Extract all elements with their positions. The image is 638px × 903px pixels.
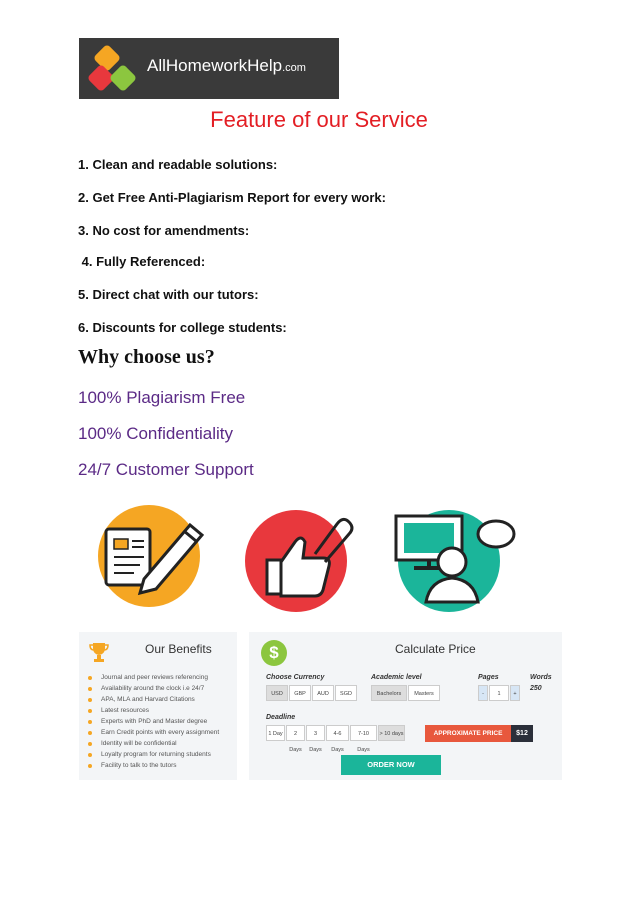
level-label: Academic level: [371, 674, 422, 681]
feature-item: 2. Get Free Anti-Plagiarism Report for every work:: [78, 190, 386, 205]
deadline-option[interactable]: 3 Days: [306, 725, 325, 741]
benefit-item: APA, MLA and Harvard Citations: [101, 696, 195, 703]
benefits-title: Our Benefits: [145, 642, 212, 656]
benefit-item: Earn Credit points with every assignment: [101, 729, 219, 736]
feature-item: 3. No cost for amendments:: [78, 223, 250, 238]
deadline-option[interactable]: 7-10 Days: [350, 725, 377, 741]
benefit-item: Availability around the clock i.e 24/7: [101, 685, 204, 692]
benefit-item: Loyalty program for returning students: [101, 751, 211, 758]
currency-option[interactable]: AUD: [312, 685, 334, 701]
pages-input[interactable]: 1: [489, 685, 509, 701]
currency-option[interactable]: GBP: [289, 685, 311, 701]
benefit-item: Facility to talk to the tutors: [101, 762, 177, 769]
feature-item: 4. Fully Referenced:: [78, 254, 206, 269]
deadline-option[interactable]: 1 Day: [266, 725, 285, 741]
thumbs-up-paperclip-icon: [245, 510, 347, 612]
calculate-price-panel: [249, 632, 562, 780]
calc-title: Calculate Price: [395, 642, 476, 656]
level-option[interactable]: Masters: [408, 685, 440, 701]
trophy-icon: [87, 640, 111, 664]
dollar-icon: $: [261, 640, 287, 666]
why-heading: Why choose us?: [78, 346, 215, 368]
benefit-item: Journal and peer reviews referencing: [101, 674, 208, 681]
feature-item: 1. Clean and readable solutions:: [78, 157, 278, 172]
deadline-label: Deadline: [266, 714, 296, 721]
benefits-panel: [79, 632, 237, 780]
pages-label: Pages: [478, 674, 499, 681]
pages-decrement-button[interactable]: -: [478, 685, 488, 701]
tutor-monitor-chat-icon: [398, 510, 500, 612]
currency-option[interactable]: SGD: [335, 685, 357, 701]
logo-wordmark: AllHomeworkHelp.com: [147, 56, 306, 75]
currency-label: Choose Currency: [266, 674, 325, 681]
deadline-option[interactable]: > 10 days: [378, 725, 405, 741]
words-value: 250: [530, 685, 542, 692]
why-item: 100% Plagiarism Free: [78, 388, 246, 407]
approximate-price-label: APPROXIMATE PRICE: [425, 725, 511, 742]
deadline-option[interactable]: 2 Days: [286, 725, 305, 741]
words-label: Words: [530, 674, 552, 681]
why-item: 100% Confidentiality: [78, 424, 233, 443]
level-option[interactable]: Bachelors: [371, 685, 407, 701]
order-now-button[interactable]: ORDER NOW: [341, 755, 441, 775]
document-pencil-icon: [98, 505, 200, 607]
feature-item: 5. Direct chat with our tutors:: [78, 287, 259, 302]
price-value: $12: [511, 725, 533, 742]
benefit-item: Experts with PhD and Master degree: [101, 718, 207, 725]
logo-hex-icon: [109, 64, 137, 92]
why-item: 24/7 Customer Support: [78, 460, 254, 479]
benefit-item: Identity will be confidential: [101, 740, 177, 747]
page-title: Feature of our Service: [210, 107, 428, 132]
site-logo[interactable]: [79, 38, 339, 99]
deadline-option[interactable]: 4-6 Days: [326, 725, 349, 741]
currency-option[interactable]: USD: [266, 685, 288, 701]
pages-increment-button[interactable]: +: [510, 685, 520, 701]
benefit-item: Latest resources: [101, 707, 149, 714]
feature-item: 6. Discounts for college students:: [78, 320, 287, 335]
